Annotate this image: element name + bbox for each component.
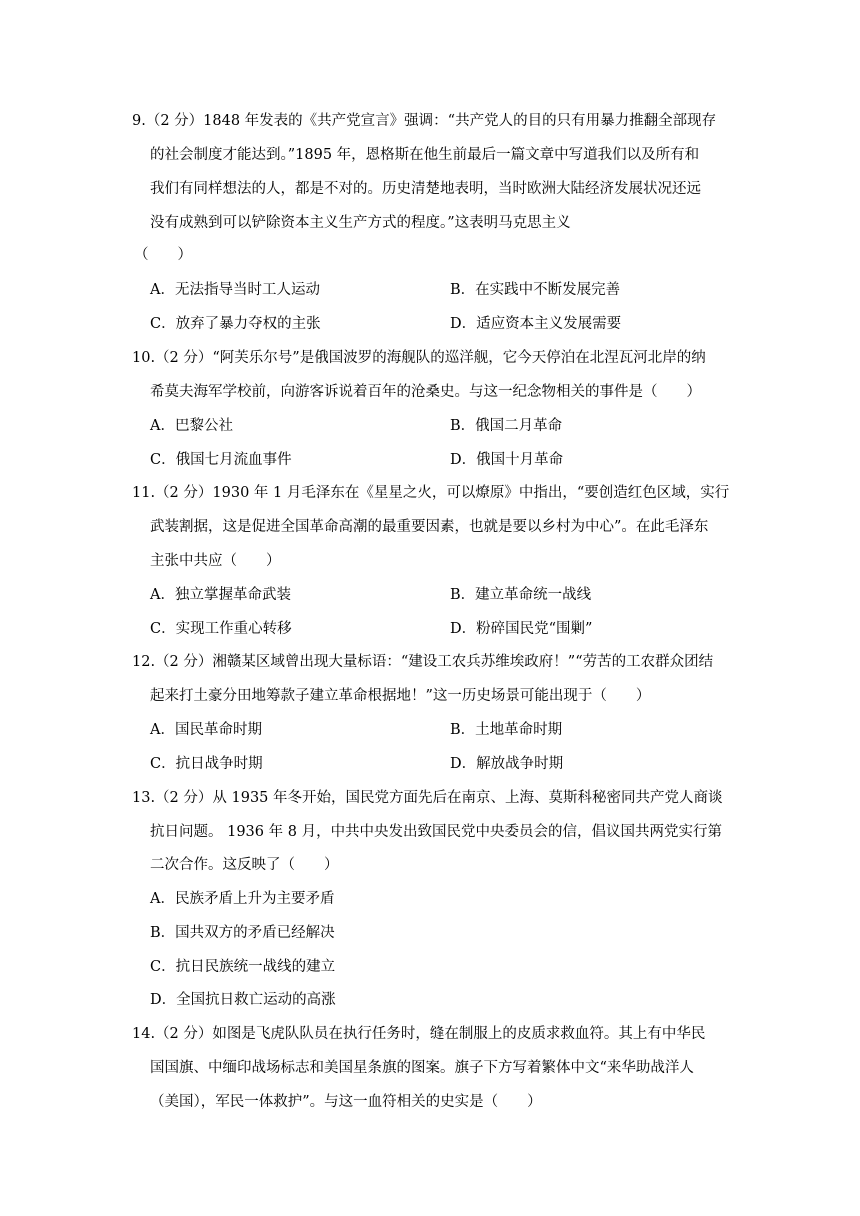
option-a: A．民族矛盾上升为主要矛盾 <box>150 891 335 907</box>
option-d: D．解放战争时期 <box>450 756 564 772</box>
option-b: B．国共双方的矛盾已经解决 <box>150 925 335 941</box>
option-c: C．俄国七月流血事件 <box>150 452 292 468</box>
question-text-line: 我们有同样想法的人，都是不对的。历史清楚地表明，当时欧洲大陆经济发展状况还远 <box>150 181 701 197</box>
option-d: D．全国抗日救亡运动的高涨 <box>150 992 336 1008</box>
question-text-line: 二次合作。这反映了（ ） <box>150 857 339 873</box>
option-b: B．在实践中不断发展完善 <box>450 282 621 298</box>
option-b: B．建立革命统一战线 <box>450 587 592 603</box>
question-text-line: 国国旗、中缅印战场标志和美国星条旗的图案。旗子下方写着繁体中文“来华助战洋人 <box>150 1060 694 1076</box>
option-d: D．适应资本主义发展需要 <box>450 316 622 332</box>
question-text-line: 希莫夫海军学校前，向游客诉说着百年的沧桑史。与这一纪念物相关的事件是（ ） <box>150 384 701 400</box>
question-text-line: 12.（2 分）湘赣某区域曾出现大量标语：“建设工农兵苏维埃政府！”“劳苦的工农群众团结 <box>132 654 714 670</box>
option-a: A．巴黎公社 <box>150 418 233 434</box>
question-text-line: 13.（2 分）从 1935 年冬开始，国民党方面先后在南京、上海、莫斯科秘密同共产党人商谈 <box>132 790 723 806</box>
option-a: A．独立掌握革命武装 <box>150 587 291 603</box>
option-d: D．粉碎国民党“围剿” <box>450 621 593 637</box>
question-text-line: 起来打土豪分田地筹款子建立革命根据地！”这一历史场景可能出现于（ ） <box>150 688 651 704</box>
option-c: C．抗日战争时期 <box>150 756 263 772</box>
question-text-line: 的社会制度才能达到。”1895 年，恩格斯在他生前最后一篇文章中写道我们以及所有和 <box>150 147 700 163</box>
option-c: C．抗日民族统一战线的建立 <box>150 959 336 975</box>
question-text-line: 抗日问题。 1936 年 8 月，中共中央发出致国民党中央委员会的信，倡议国共两党实行第 <box>150 824 723 840</box>
answer-blank: （ ） <box>134 247 192 263</box>
option-a: A．国民革命时期 <box>150 722 262 738</box>
option-a: A．无法指导当时工人运动 <box>150 282 320 298</box>
question-text-line: 没有成熟到可以铲除资本主义生产方式的程度。”这表明马克思主义 <box>150 215 571 231</box>
question-text-line: 11.（2 分）1930 年 1 月毛泽东在《星星之火，可以燎原》中指出，“要创造红色区域，实行 <box>132 485 730 501</box>
option-c: C．放弃了暴力夺权的主张 <box>150 316 321 332</box>
question-text-line: 10.（2 分）“阿芙乐尔号”是俄国波罗的海舰队的巡洋舰，它今天停泊在北涅瓦河北岸的纳 <box>132 350 706 366</box>
option-d: D．俄国十月革命 <box>450 452 564 468</box>
question-text-line: 主张中共应（ ） <box>150 553 281 569</box>
question-text-line: 9.（2 分）1848 年发表的《共产党宣言》强调：“共产党人的目的只有用暴力推翻全部现存 <box>132 113 717 129</box>
question-text-line: 14.（2 分）如图是飞虎队队员在执行任务时，缝在制服上的皮质求救血符。其上有中华民 <box>132 1026 706 1042</box>
option-b: B．俄国二月革命 <box>450 418 563 434</box>
question-text-line: 武装割据，这是促进全国革命高潮的最重要因素，也就是要以乡村为中心”。在此毛泽东 <box>150 519 709 535</box>
option-b: B．土地革命时期 <box>450 722 563 738</box>
option-c: C．实现工作重心转移 <box>150 621 292 637</box>
question-text-line: （美国），军民一体救护”。与这一血符相关的史实是（ ） <box>150 1094 542 1110</box>
